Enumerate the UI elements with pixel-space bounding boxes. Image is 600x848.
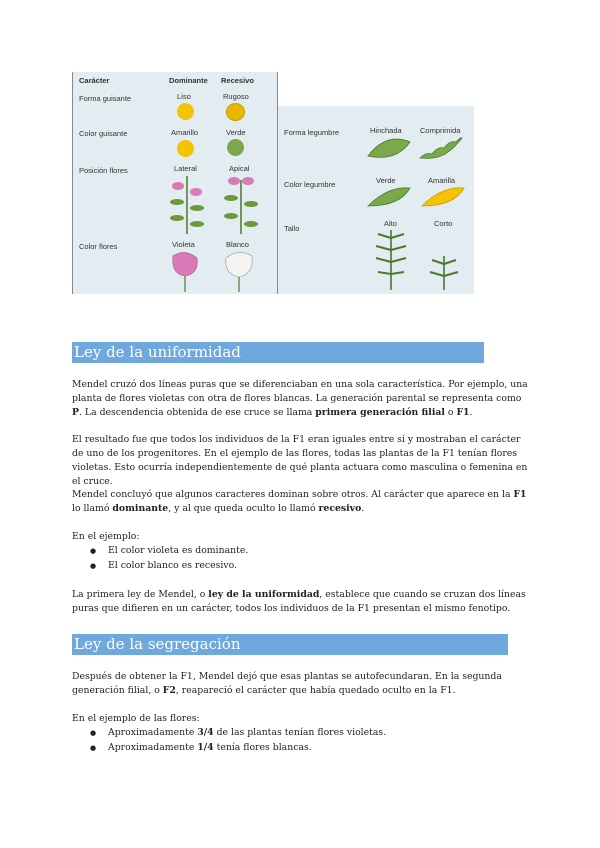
paragraph: La primera ley de Mendel, o ley de la uniformidad, establece que cuando se cruzan dos líneas puras que difieren en un carácter, todos los individuos de la F1 presentan el mismo fenotipo. — [72, 589, 526, 614]
white-flower-icon — [222, 250, 256, 292]
green-pea-icon — [227, 139, 244, 156]
trait-recessive: Corto — [434, 219, 453, 228]
paragraph: Mendel concluyó que algunos caracteres dominan sobre otros. Al carácter que aparece en la F1 lo llamó dominante, y al que queda oculto lo llamó recesivo. — [72, 489, 527, 514]
trait-dominant: Liso — [177, 92, 191, 101]
paragraph: Después de obtener la F1, Mendel dejó que esas plantas se autofecundaran. En la segunda generación filial, o F2, reapareció el carácter que había quedado oculto en la F1. — [72, 671, 502, 696]
trait-label: Posición flores — [79, 166, 128, 175]
paragraph: En el ejemplo de las flores: — [72, 713, 200, 724]
list-item: ● El color blanco es recesivo. — [72, 559, 532, 574]
trait-label: Tallo — [284, 224, 300, 233]
short-stem-plant-icon — [426, 252, 462, 292]
trait-recessive: Apical — [229, 164, 250, 173]
wrinkled-pea-icon — [226, 103, 245, 121]
trait-label: Forma legumbre — [284, 128, 340, 137]
bullet-list — [72, 544, 532, 573]
yellow-pea-icon — [177, 140, 194, 157]
paragraph: En el ejemplo: — [72, 531, 140, 542]
bullet-list — [72, 726, 532, 755]
header-dominante: Dominante — [169, 76, 208, 85]
apical-flower-plant-icon — [219, 174, 263, 236]
trait-recessive: Verde — [226, 128, 246, 137]
tall-stem-plant-icon — [370, 228, 412, 292]
paragraph: Mendel cruzó dos líneas puras que se diferenciaban en una sola característica. Por ejemplo, una planta de flores violetas con otra de flores blancas. La generación parental se representa como P. La descendencia obtenida de ese cruce se llama primera generación filial o F1. — [72, 379, 528, 418]
trait-label: Color legumbre — [284, 180, 336, 189]
trait-recessive: Blanco — [226, 240, 249, 249]
section-heading-uniformidad: Ley de la uniformidad — [72, 342, 484, 363]
smooth-pea-icon — [177, 103, 194, 120]
trait-dominant: Lateral — [174, 164, 197, 173]
trait-dominant: Violeta — [172, 240, 195, 249]
list-item: ● El color violeta es dominante. — [72, 544, 532, 559]
trait-dominant: Hinchada — [370, 126, 402, 135]
traits-panel-right — [278, 106, 474, 294]
header-recesivo: Recesivo — [221, 76, 254, 85]
trait-label: Forma guisante — [79, 94, 132, 103]
inflated-pod-icon — [366, 136, 412, 162]
violet-flower-icon — [169, 250, 201, 292]
paragraph: El resultado fue que todos los individuos de la F1 eran iguales entre sí y mostraban el carácter de uno de los progenitores. En el ejemplo de las flores, todas las plantas de la F1 tenían flores violetas. Esto ocurría independientemente de qué planta actuara como masculina o femenina en el cruce. — [72, 434, 528, 487]
trait-recessive: Amarilla — [428, 176, 456, 185]
header-caracter: Carácter — [79, 76, 110, 85]
constricted-pod-icon — [418, 134, 464, 162]
trait-label: Color guisante — [79, 129, 128, 138]
lateral-flower-plant-icon — [165, 174, 209, 236]
trait-dominant: Alto — [384, 219, 397, 228]
mendel-traits-figure — [72, 72, 474, 294]
trait-label: Color flores — [79, 242, 118, 251]
yellow-pod-icon — [420, 184, 466, 210]
trait-recessive: Comprimida — [420, 126, 461, 135]
list-item: ● Aproximadamente 1/4 tenía flores blancas. — [72, 741, 532, 756]
section-heading-segregacion: Ley de la segregación — [72, 634, 508, 655]
traits-panel-left — [72, 72, 278, 294]
trait-dominant: Verde — [376, 176, 396, 185]
trait-dominant: Amarillo — [171, 128, 199, 137]
trait-recessive: Rugoso — [223, 92, 249, 101]
green-pod-icon — [366, 184, 412, 210]
list-item: ● Aproximadamente 3/4 de las plantas tenían flores violetas. — [72, 726, 532, 741]
